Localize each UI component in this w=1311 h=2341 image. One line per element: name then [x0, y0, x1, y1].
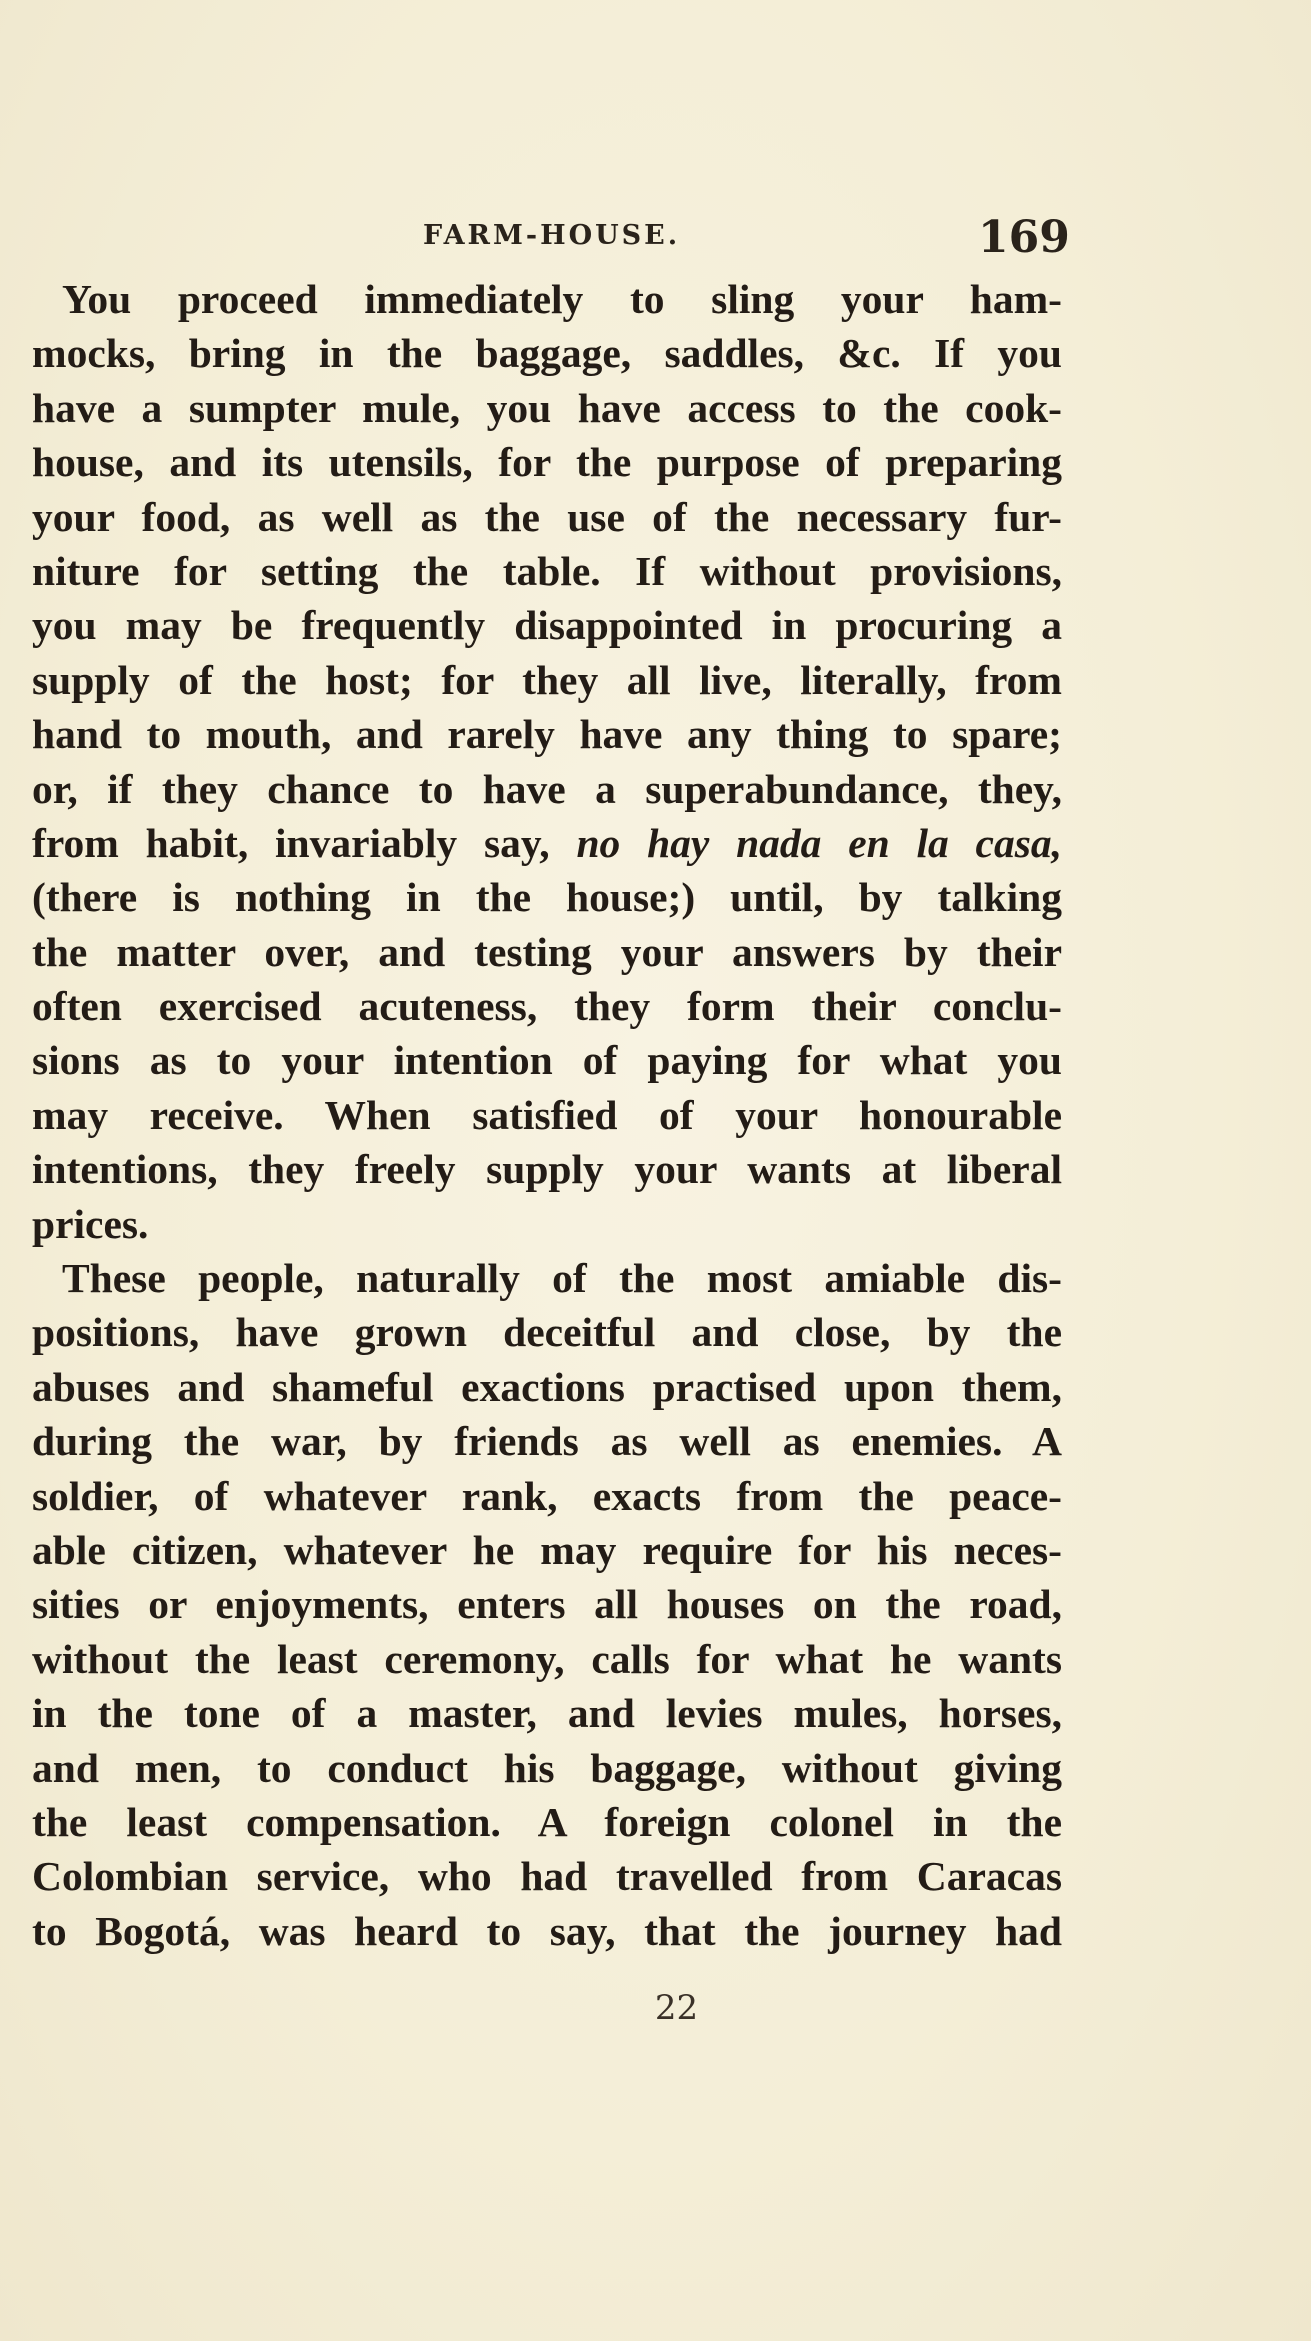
text-line: to Bogotá, was heard to say, that the journey had: [32, 1907, 1062, 1954]
text-line: supply of the host; for they all live, literally, from: [32, 656, 1062, 703]
page-number: 169: [978, 212, 1070, 263]
text-line: the matter over, and testing your answers by their: [32, 928, 1062, 975]
text-line: during the war, by friends as well as enemies. A: [32, 1418, 1062, 1465]
text-line: often exercised acuteness, they form their conclu-: [32, 983, 1062, 1030]
text-line: house, and its utensils, for the purpose of preparing: [32, 439, 1062, 486]
text-line: abuses and shameful exactions practised upon them,: [32, 1363, 1062, 1410]
text-line: niture for setting the table. If without provisions,: [32, 547, 1062, 594]
text-line: without the least ceremony, calls for what he wants: [32, 1635, 1062, 1682]
text-line: (there is nothing in the house;) until, by talking: [32, 874, 1062, 921]
text-line: sions as to your intention of paying for what you: [32, 1037, 1062, 1084]
text-line: have a sumpter mule, you have access to the cook-: [32, 384, 1062, 431]
text-line: You proceed immediately to sling your ham-: [62, 276, 1062, 322]
text-line: positions, have grown deceitful and close, by the: [32, 1309, 1062, 1356]
text-line: intentions, they freely supply your wants at liberal: [32, 1146, 1062, 1193]
running-title: FARM-HOUSE.: [423, 220, 681, 251]
text-line: These people, naturally of the most amiable dis-: [62, 1255, 1062, 1302]
text-line: or, if they chance to have a superabundance, they,: [32, 765, 1062, 812]
body-text: [32, 272, 1062, 1958]
text-line: hand to mouth, and rarely have any thing to spare;: [32, 711, 1062, 758]
text-line: Colombian service, who had travelled from Caracas: [32, 1853, 1062, 1900]
text-line: prices.: [32, 1200, 149, 1247]
text-line: sities or enjoyments, enters all houses on the road,: [32, 1581, 1062, 1628]
text-line: soldier, of whatever rank, exacts from the peace-: [32, 1472, 1062, 1519]
text-line: and men, to conduct his baggage, without giving: [32, 1744, 1062, 1791]
text-line: you may be frequently disappointed in procuring a: [32, 602, 1062, 649]
text-line: mocks, bring in the baggage, saddles, &c. If you: [32, 330, 1062, 377]
signature-mark: 22: [654, 1988, 699, 2028]
text-line: may receive. When satisfied of your honourable: [32, 1091, 1062, 1138]
italic-spanish-phrase: no hay nada en la casa,: [576, 819, 1062, 866]
running-head: [0, 212, 1311, 262]
text-line: in the tone of a master, and levies mules, horses,: [32, 1690, 1062, 1737]
text-line: able citizen, whatever he may require for his neces-: [32, 1526, 1062, 1573]
text-line: your food, as well as the use of the necessary fur-: [32, 493, 1062, 540]
text-segment: from habit, invariably say,: [32, 819, 577, 866]
text-line-with-italic: [32, 816, 1062, 870]
text-line: the least compensation. A foreign colonel in the: [32, 1798, 1062, 1845]
